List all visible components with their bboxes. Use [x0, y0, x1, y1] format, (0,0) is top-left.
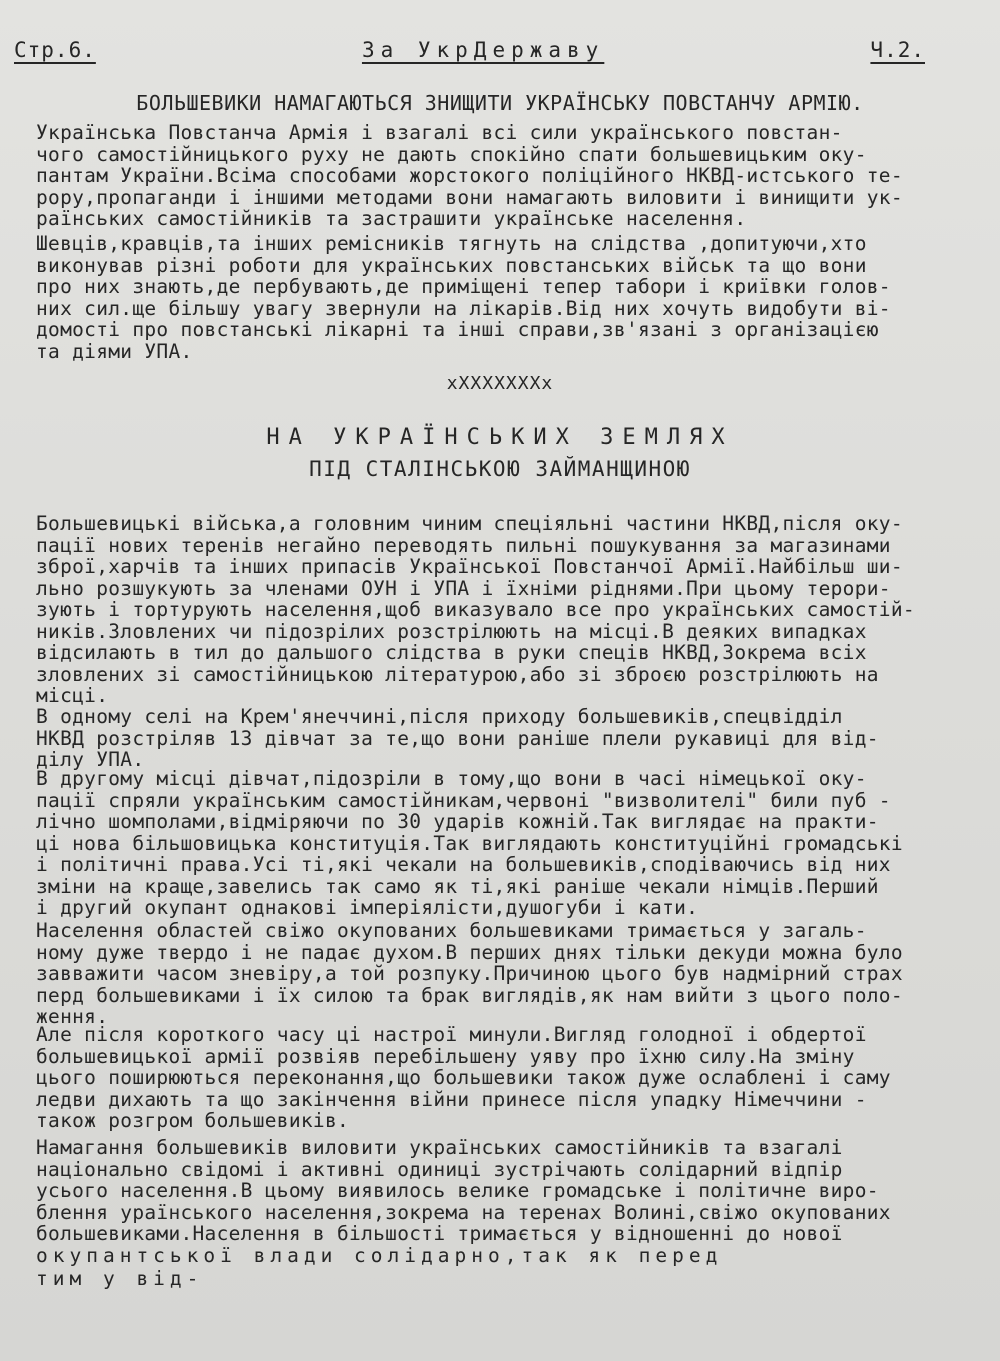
article2-final-line-1: окупантської влади солідарно,так як перед — [36, 1244, 723, 1267]
page-header — [14, 38, 925, 62]
article2-paragraph-2: В одному селі на Крем'янеччині,після приходу большевиків,спецвідділ НКВД розстріляв 13 дівчат за те,що вони раніше плели рукавиці для від- ділу УПА. — [36, 705, 879, 771]
article1-title: БОЛЬШЕВИКИ НАМАГАЮТЬСЯ ЗНИЩИТИ УКРАЇНСЬКУ ПОВСТАНЧУ АРМІЮ. — [136, 91, 864, 115]
article2-title-line2: ПІД СТАЛІНСЬКОЮ ЗАЙМАНЩИНОЮ — [309, 457, 691, 481]
article2-paragraph-1: Большевицькі війська,а головним чиним спеціяльні частини НКВД,після оку- пації нових теренів негайно переводять пильні пошукування за магазинами зброї,харчів та інших припасів Української Повстанчої Армії.Найбільш ши- льно розшукують за членами ОУН і УПА і їхніми ріднями.При цьому терори- зують і тортурують населення,щоб виказувало все про українських самостій- ників.Зловлених чи підозрілих розстрілюють на місці.В деяких випадках відсилають в тил до дальшого слідства в руки спеців НКВД,Зокрема всіх зловлених зі самостійницькою літературою,або зі зброєю розстрілюють на місці. — [36, 512, 915, 707]
page-number: Стр.6. — [14, 38, 96, 62]
article2-final-line-2: тим у від- — [36, 1267, 204, 1290]
article2-paragraph-3: В другому місці дівчат,підозріли в тому,що вони в часі німецької оку- пації спряли українським самостійникам,червоні "визволителі" били пуб - лічно шомполами,відміряючи по 30 ударів кожній.Так виглядає на практи- ці нова більшовицька конституція.Так виглядають конституційні громадські і політичні права.Усі ті,які чекали на большевиків,сподіваючись від них зміни на краще,завелись так само як ті,які раніше чекали німців.Перший і другий окупант однакові імперіялісти,душогуби і кати. — [36, 767, 903, 919]
issue-number: Ч.2. — [870, 38, 925, 62]
publication-title: За УкрДержаву — [361, 38, 605, 62]
article2-paragraph-4: Населення областей свіжо окупованих большевиками тримається у загаль- ному дуже твердо і не падає духом.В перших днях тільки декуди можна було завважити часом зневіру,а той розпуку.Причиною цього був надмірний страх перд большевиками і їх силою та брак виглядів,як нам вийти з цього поло- ження. — [36, 919, 903, 1028]
article2-title-line1: НА УКРАЇНСЬКИХ ЗЕМЛЯХ — [266, 425, 734, 450]
article2-paragraph-6: Намагання большевиків виловити українських самостійників та взагалі національно свідомі і активні одиниці зустрічають солідарний відпір усього населення.В цьому виявилось велике громадське і політичне виро- блення ураїнського населення,зокрема на теренах Волині,свіжо окупованих большевиками.Населення в більшості тримається у відношенні до нової — [36, 1136, 891, 1245]
article2-paragraph-5: Але після короткого часу ці настрої минули.Вигляд голодної і обдертої большевицької армії розвіяв перебільшену уяву про їхню силу.На зміну цього поширюються переконання,що большевики також дуже ослаблені і саму ледви дихають та що закінчення війни принесе після упадку Німеччини - також розгром большевиків. — [36, 1023, 891, 1132]
ornament-separator: xXXXXXXXx — [446, 373, 554, 394]
article1-paragraph-2: Шевців,кравців,та інших ремісників тягнуть на слідства ,допитуючи,хто виконував різні роботи для українських повстанських військ та що вони про них знають,де пербувають,де приміщені тепер табори і криївки голов- них сил.ще більшу увагу звернули на лікарів.Від них хочуть видобути ві- домості про повстанські лікарні та інші справи,зв'язані з організацією та діями УПА. — [36, 232, 891, 363]
article1-paragraph-1: Українська Повстанча Армія і взагалі всі сили українського повстан- чого самостійницького руху не дають спокійно спати большевицьким оку- пантам України.Всіма способами жорстокого поліційного НКВД-истського те- рору,пропаганди і іншими методами вони намагають виловити і винищити ук- раїнських самостійників та застрашити українське населення. — [36, 121, 903, 230]
